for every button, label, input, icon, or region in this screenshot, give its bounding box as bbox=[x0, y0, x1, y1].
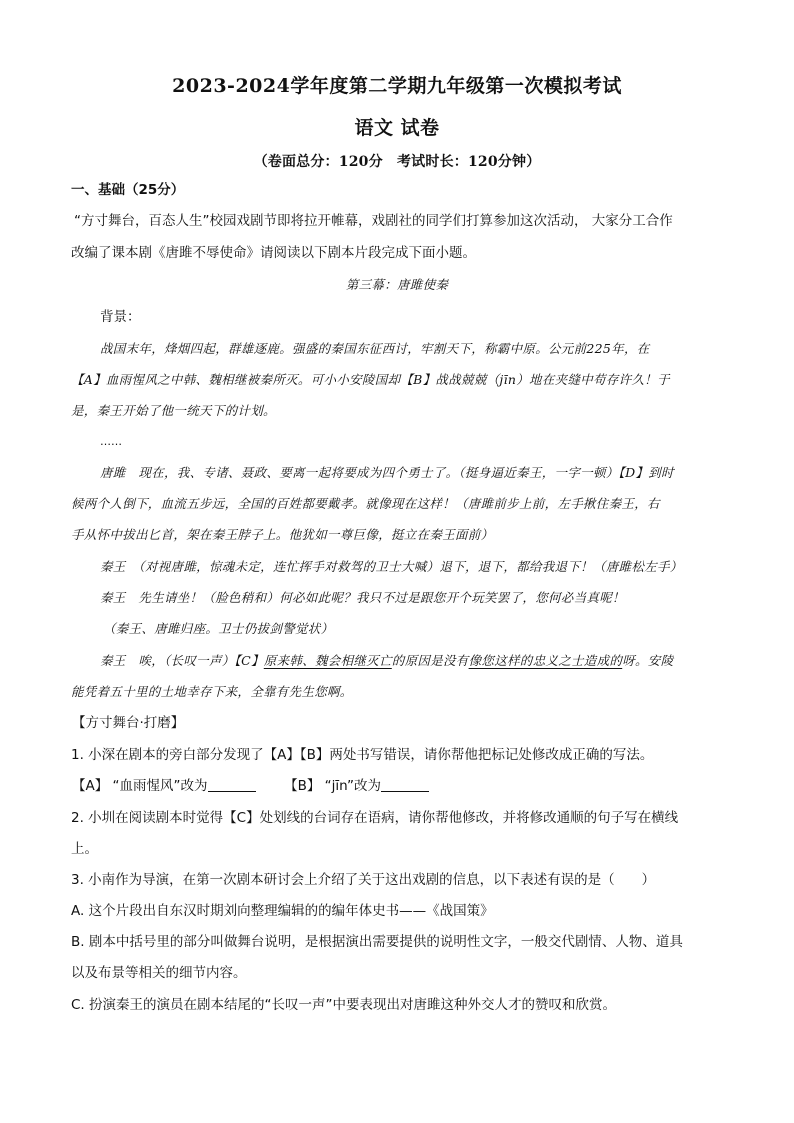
script-p2-line-2: 候两个人倒下，血流五步远，全国的百姓都要戴孝。就像现在这样！（唐雎前步上前，左手揪住秦王，右 bbox=[71, 496, 660, 511]
script-p2-line-3: 手从怀中拔出匕首，架在秦王脖子上。他犹如一尊巨像，挺立在秦王面前） bbox=[71, 527, 494, 542]
answer-a-label: 【A】 “血雨惺风”改为 bbox=[72, 778, 208, 794]
script-p1-line-3: 是，秦王开始了他一统天下的计划。 bbox=[71, 403, 276, 418]
script-p6-line-2: 能凭着五十里的土地幸存下来，全靠有先生您啊。 bbox=[71, 684, 353, 699]
script-p1-line-1: 战国末年，烽烟四起，群雄逐鹿。强盛的秦国东征西讨，牢割天下，称霸中原。公元前225年，在 bbox=[100, 341, 650, 356]
answer-a-blank[interactable] bbox=[208, 777, 256, 792]
ellipsis: …… bbox=[100, 435, 122, 448]
script-p5: （秦王、唐雎归座。卫士仍拔剑警觉状） bbox=[103, 621, 334, 636]
script-p6-part-c: 呀。安陵 bbox=[622, 653, 674, 668]
script-p6-line-1 bbox=[100, 651, 673, 671]
script-p4: 秦王 先生请坐！（脸色稍和）何必如此呢？我只不过是跟您开个玩笑罢了，您何必当真呢！ bbox=[100, 590, 625, 605]
question-2-line-1: 2. 小圳在阅读剧本时觉得【C】处划线的台词存在语病，请你帮他修改，并将修改通顺的句子写在横线 bbox=[71, 810, 679, 826]
option-c: C. 扮演秦王的演员在剧本结尾的“长叹一声”中要表现出对唐雎这种外交人才的赞叹和欣赏。 bbox=[71, 997, 616, 1013]
option-b-line-1: B. 剧本中括号里的部分叫做舞台说明，是根据演出需要提供的说明性文字，一般交代剧情、人物、道具 bbox=[71, 934, 683, 950]
script-p2-line-1: 唐雎 现在，我、专诸、聂政、要离一起将要成为四个勇士了。（挺身逼近秦王，一字一顿）【D】到时 bbox=[100, 465, 674, 480]
script-p6-part-a: 秦王 唉，（长叹一声）【C】 bbox=[100, 653, 264, 668]
underlined-phrase-1: 原来韩、魏会相继灭亡 bbox=[263, 653, 392, 668]
script-p6-part-b: 的原因是没有 bbox=[391, 653, 469, 668]
underlined-phrase-2: 像您这样的忠义之士造成的 bbox=[468, 653, 623, 668]
background-label: 背景： bbox=[100, 309, 141, 325]
option-b-line-2: 以及布景等相关的细节内容。 bbox=[71, 965, 247, 981]
question-3: 3. 小南作为导演，在第一次剧本研讨会上介绍了关于这出戏剧的信息，以下表述有误的是（ ） bbox=[71, 872, 656, 888]
question-2-line-2: 上。 bbox=[71, 841, 98, 857]
intro-line-1: “方寸舞台，百态人生”校园戏剧节即将拉开帷幕，戏剧社的同学们打算参加这次活动， 大家分工合作 bbox=[74, 213, 673, 229]
script-p3: 秦王 （对视唐雎，惊魂未定，连忙挥手对救驾的卫士大喊）退下，退下，都给我退下！（唐雎松左手） bbox=[100, 559, 683, 574]
script-p1-line-2: 【A】血雨惺风之中韩、魏相继被秦所灭。可小小安陵国却【B】战战兢兢（jīn）地在夹缝中苟存许久！于 bbox=[71, 372, 670, 387]
questions-heading: 【方寸舞台·打磨】 bbox=[72, 715, 185, 731]
intro-line-2: 改编了课本剧《唐雎不辱使命》请阅读以下剧本片段完成下面小题。 bbox=[71, 245, 476, 261]
scene-title: 第三幕：唐雎使秦 bbox=[345, 277, 449, 292]
section-heading: 一、基础（25分） bbox=[71, 182, 185, 198]
option-a: A. 这个片段出自东汉时期刘向整理编辑的的编年体史书——《战国策》 bbox=[71, 903, 494, 919]
answer-b-label: 【B】 “jīn”改为 bbox=[284, 778, 381, 794]
answer-b-blank[interactable] bbox=[381, 777, 429, 792]
question-1: 1. 小深在剧本的旁白部分发现了【A】【B】两处书写错误，请你帮他把标记处修改成正确的写法。 bbox=[71, 747, 654, 763]
exam-subtitle: 语文 试卷 bbox=[354, 117, 440, 139]
exam-title: 2023-2024学年度第二学期九年级第一次模拟考试 bbox=[172, 75, 622, 97]
question-1-answers bbox=[72, 776, 429, 796]
exam-meta: （卷面总分：120分 考试时长：120分钟） bbox=[253, 154, 541, 170]
